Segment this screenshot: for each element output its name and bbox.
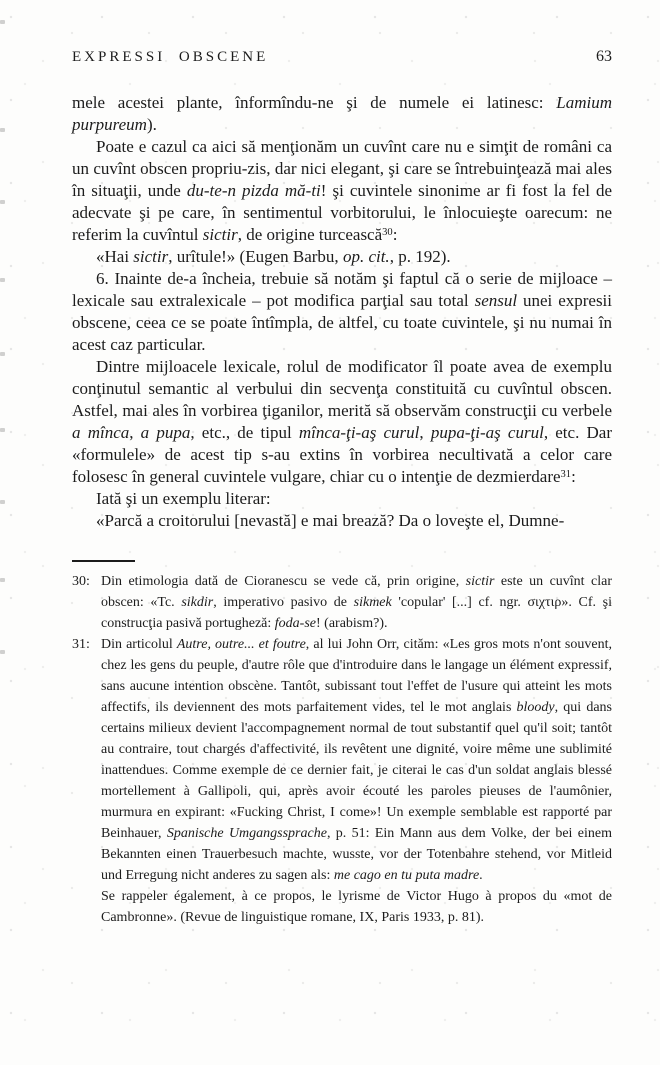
scan-artifact <box>0 352 5 356</box>
footnote <box>72 634 612 928</box>
footnote-text <box>101 571 612 634</box>
page-content <box>72 48 612 928</box>
text-run: , al lui John Orr, cităm: «Les gros mots n'ont souvent, chez les gens du peuple, d'autre rôle que d'introduire dans le langage un élément expressif, sans aucune intention obscène. Tantôt, subissant tout l'effet de l'usure qui atteint les mots affectifs, ils deviennent des mots parfaitement vides, tel le mot anglais <box>101 637 612 715</box>
footnote-text <box>101 634 612 928</box>
text-run: 6. Inainte de-a încheia, trebuie să notăm şi faptul că o serie de mijloace – lexicale sau extralexicale – pot modifica parţial sau total <box>72 269 612 310</box>
text-run: , imperativo pasivo de <box>213 595 354 610</box>
text-run: bloody <box>516 700 555 715</box>
scan-artifact <box>0 578 5 582</box>
text-run: sictir <box>133 247 169 266</box>
footnote <box>72 571 612 634</box>
scan-artifact <box>0 128 5 132</box>
text-run: Lamium purpureum <box>72 93 612 134</box>
text-run: Spanische Umgangssprache <box>166 826 327 841</box>
text-run: «Hai <box>96 247 134 266</box>
text-run: Poate e cazul ca aici să menţionăm un cuvînt care nu e simţit de români ca un cuvînt obscen propriu-zis, dar nici elegant, şi care se întrebuinţează mai ales în situaţii, unde <box>72 137 612 200</box>
text-run: sictir <box>465 574 495 589</box>
text-run: Iată şi un exemplu literar: <box>96 489 271 508</box>
paragraph <box>72 510 612 532</box>
text-run: , etc., de tipul <box>190 423 299 442</box>
text-run: a pupa <box>140 423 191 442</box>
running-head-title: EXPRESSI OBSCENE <box>72 49 269 65</box>
footnotes-section <box>72 571 612 928</box>
text-run: sikdir <box>181 595 214 610</box>
body-text <box>72 92 612 532</box>
text-run: unei expresii obscene, ceea ce se poate întîmpla, de altfel, cu toate cuvintele, şi nu numai în acest caz particular. <box>72 291 613 354</box>
text-run: este un cuvînt clar obscen: «Tc. <box>101 574 612 610</box>
text-run: , <box>419 423 431 442</box>
page-number: 63 <box>596 48 612 65</box>
text-run: , p. 192). <box>389 247 451 266</box>
paragraph <box>72 488 612 510</box>
text-run: du-te-n pizda mă-ti <box>186 181 321 200</box>
scan-artifact <box>0 200 5 204</box>
text-run: mele acestei plante, înformîndu-ne şi de numele ei latinesc: <box>72 93 557 112</box>
text-run: , qui dans certains milieux devient l'accompagnement normal de tout substantif quel qu'il soit; tantôt au contraire, tout chargés d'affectivité, ils revêtent une dignité, voire même une sublimité inattendues. Comme exemple de ce dernier fait, je citerai le cas d'un soldat anglais blessé mortellement à Gallipoli, qui, après avoir écouté les paroles pieuses de l'aumônier, murmura en expirant: «Fucking Christ, I come»! Un exemple semblable est rapporté par Beinhauer, <box>101 700 612 841</box>
text-run: foda-se <box>274 616 316 631</box>
footnote-paragraph <box>101 571 612 634</box>
text-run: , p. 51: Ein Mann aus dem Volke, der bei einem Bekannten einen Trauerbesuch machte, wusste, vor der Totenbahre stehend, vor Mitleid und Erregung nicht anderes zu sagen als: <box>101 826 612 883</box>
text-run: a mînca <box>72 423 130 442</box>
text-run: mînca-ţi-aş curul <box>298 423 420 442</box>
paragraph <box>72 268 612 356</box>
text-run: ! (arabism?). <box>316 616 388 631</box>
footnote-separator-rule <box>72 560 135 562</box>
footnote-ref: 30 <box>382 227 393 239</box>
paragraph <box>72 356 612 488</box>
text-run: me cago en tu puta madre <box>333 868 480 883</box>
text-run: 'copular' [...] cf. ngr. σιχτιρ». Cf. şi construcţia pasivă portugheză: <box>101 595 612 631</box>
text-run: Dintre mijloacele lexicale, rolul de modificator îl poate avea de exemplu conţinutul semantic al verbului din secvenţa constituită cu cuvîntul obscen. Astfel, mai ales în vorbirea ţiganilor, merită să observăm construcţii cu verbele <box>72 357 612 420</box>
scan-artifact <box>0 500 5 504</box>
text-run: , <box>129 423 141 442</box>
text-run: sictir <box>202 225 238 244</box>
text-run: ! şi cuvintele sinonime ar fi fost la fel de adecvate şi pe care, în sentimentul vorbitorului, le înlocuieşte oarecum: ne referim la cuvîntul <box>72 181 612 244</box>
text-run: pupa-ţi-aş curul <box>430 423 544 442</box>
text-run: Din etimologia dată de Cioranescu se vede că, prin origine, <box>101 574 466 589</box>
paragraph <box>72 92 612 136</box>
text-run: : <box>571 467 576 486</box>
text-run: . <box>479 868 483 883</box>
footnote-number: 30: <box>72 574 90 589</box>
text-run: op. cit. <box>342 247 390 266</box>
scan-artifact <box>0 278 5 282</box>
footnote-number: 31: <box>72 637 90 652</box>
text-run: Se rappeler également, à ce propos, le lyrisme de Victor Hugo à propos du «mot de Cambronne». (Revue de linguistique romane, IX, Paris 1933, p. 81). <box>101 889 612 925</box>
scan-artifact <box>0 428 5 432</box>
text-run: , urîtule!» (Eugen Barbu, <box>168 247 343 266</box>
text-run: , etc. Dar «formulele» de acest tip s-au extins în vorbirea necultivată a celor care folosesc în general cuvintele vulgare, chiar cu o intenţie de dezmierdare <box>72 423 612 486</box>
scan-artifact <box>0 20 5 24</box>
text-run: sensul <box>474 291 518 310</box>
text-run: «Parcă a croitorului [nevastă] e mai brează? Da o loveşte el, Dumne- <box>96 511 565 530</box>
paragraph <box>72 136 612 246</box>
text-run: sikmek <box>353 595 392 610</box>
page-header <box>72 48 612 66</box>
footnote-paragraph <box>101 886 612 928</box>
paragraph <box>72 246 612 268</box>
text-run: Autre, outre... et foutre <box>176 637 306 652</box>
footnote-paragraph <box>101 634 612 886</box>
scan-artifact <box>0 650 5 654</box>
footnote-ref: 31 <box>560 469 572 481</box>
text-run: , de origine turcească <box>237 225 383 244</box>
text-run: ). <box>146 115 157 134</box>
text-run: : <box>392 225 398 244</box>
text-run: Din articolul <box>101 637 177 652</box>
